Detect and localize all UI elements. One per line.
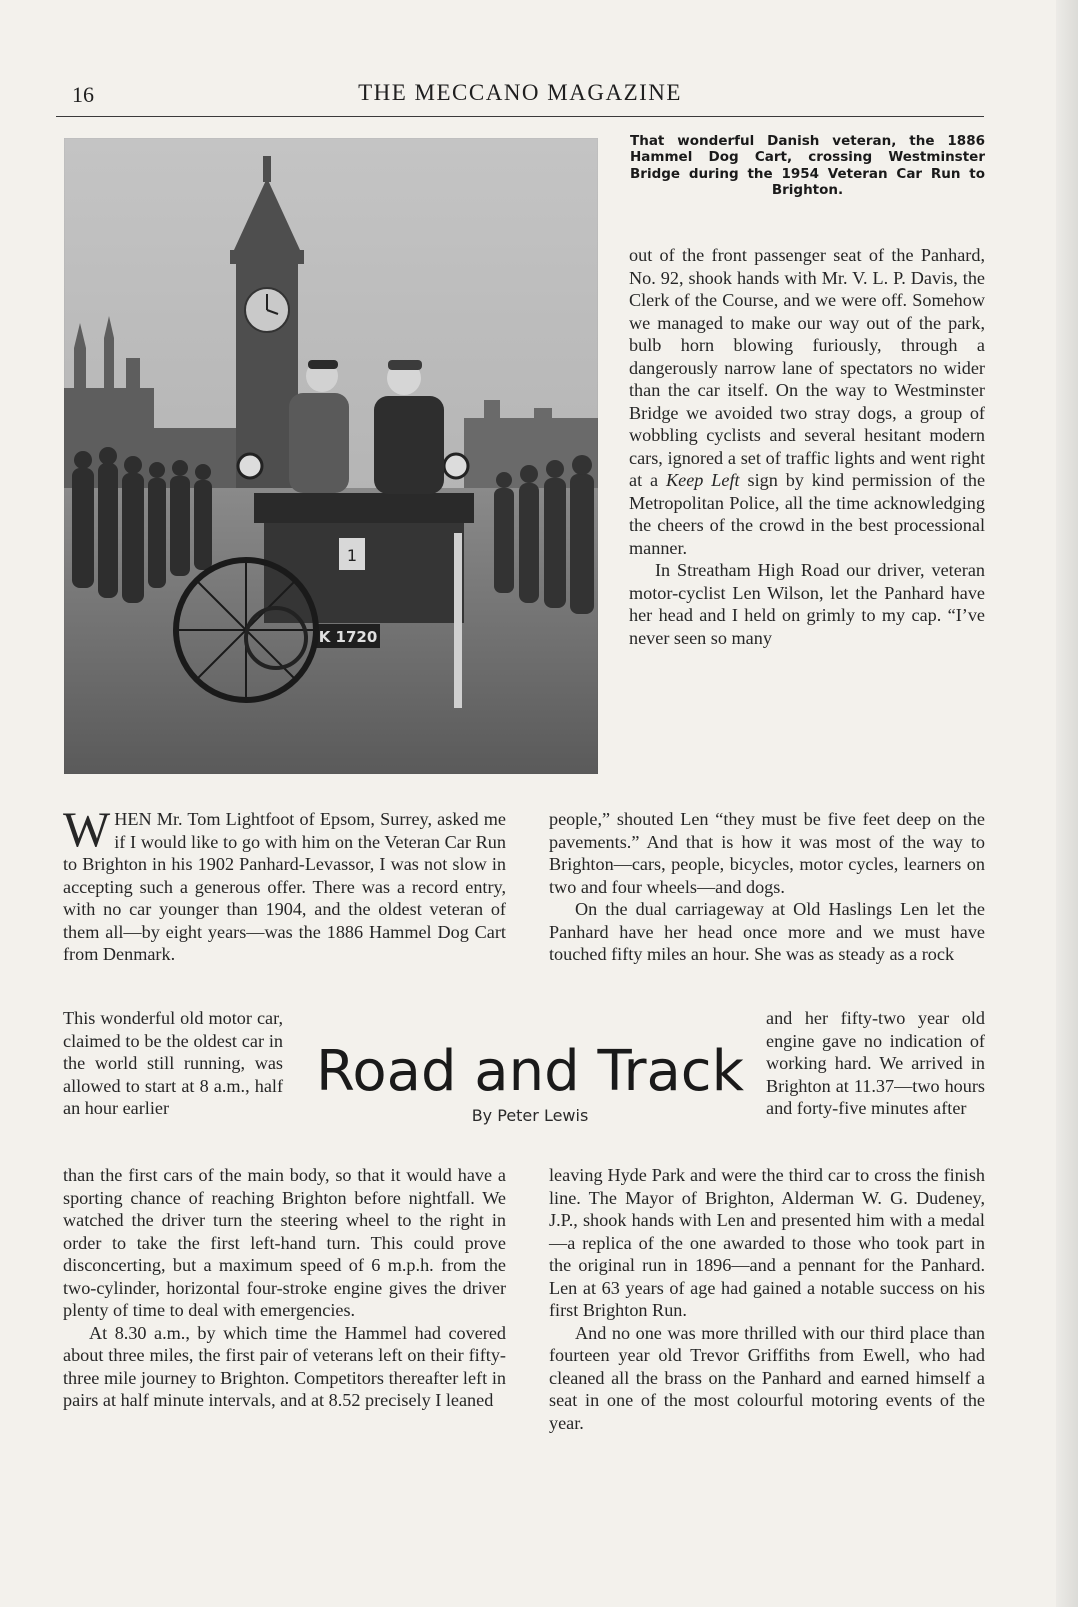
article-photo xyxy=(64,138,598,774)
westminster-bridge-photo xyxy=(64,138,598,774)
paragraph: On the dual carriageway at Old Haslings Len let the Panhard have her head once more and we must have touched fifty miles an hour. She was as steady as a rock xyxy=(549,899,985,964)
photo-caption: That wonderful Danish veteran, the 1886 Hammel Dog Cart, crossing Westminster Bridge during the 1954 Veteran Car Run to Brighton. xyxy=(630,133,985,198)
header-rule xyxy=(56,116,984,117)
page-number: 16 xyxy=(72,82,94,107)
paragraph: leaving Hyde Park and were the third car to cross the finish line. The Mayor of Brighton, Alderman W. G. Dudeney, J.P., shook hands with Len and presented him with a medal—a replica of the one awarded to those who took part in the original run in 1896—and a pennant for the Panhard. Len at 63 years of age had gained a notable success on his first Brighton Run. xyxy=(549,1165,985,1320)
drop-cap: W xyxy=(63,801,111,857)
left-column-bottom xyxy=(63,1164,506,1412)
text-run: HEN Mr. Tom Lightfoot of Epsom, Surrey, asked me if I would like to go with him on the Veteran Car Run to Brighton in his 1902 Panhard-Levassor, I was not slow in accepting such a generous offer. There was a record entry, with no car younger than 1904, and the oldest veteran of them all—by eight years—was the 1886 Hammel Dog Cart from Denmark. xyxy=(63,809,506,964)
magazine-title: THE MECCANO MAGAZINE xyxy=(358,80,682,105)
paragraph: than the first cars of the main body, so that it would have a sporting chance of reaching Brighton before nightfall. We watched the driver turn the steering wheel to the right in order to take the first left-hand turn. This could prove disconcerting, but a maximum speed of 6 m.p.h. from the two-cylinder, horizontal four-stroke engine gives the driver plenty of time to deal with emergencies. xyxy=(63,1165,506,1320)
paragraph: And no one was more thrilled with our third place than fourteen year old Trevor Griffiths from Ewell, who had cleaned all the brass on the Panhard and earned himself a seat in one of the most colourful motoring events of the year. xyxy=(549,1322,985,1433)
right-column-bottom xyxy=(549,1164,985,1434)
paragraph xyxy=(63,801,506,966)
text-run: sign by kind permission of the Metropolitan Police, all the time acknowledging the cheers of the crowd in the best processional manner. xyxy=(629,470,986,558)
right-column-mid xyxy=(549,808,985,966)
article-byline: By Peter Lewis xyxy=(471,1106,589,1125)
paragraph: In Streatham High Road our driver, veteran motor-cyclist Len Wilson, let the Panhard have her head and I held on grimly to my cap. “I’ve never seen so many xyxy=(629,560,985,648)
left-column-narrow xyxy=(63,1007,283,1120)
license-plate: K 1720 xyxy=(318,628,378,646)
article-headline: Road and Track xyxy=(315,1039,744,1104)
intro-paragraph xyxy=(63,801,506,966)
paragraph: At 8.30 a.m., by which time the Hammel had covered about three miles, the first pair of veterans left on their fifty-three mile journey to Brighton. Competitors thereafter left in pairs at half minute intervals, and at 8.52 precisely I leaned xyxy=(63,1322,506,1410)
right-column-top xyxy=(629,244,985,649)
car-number: 1 xyxy=(346,546,358,565)
paragraph: people,” shouted Len “they must be five feet deep on the pavements.” And that is how it was most of the way to Brighton—cars, people, bicycles, motor cycles, learners on two and four wheels—and dogs. xyxy=(549,809,985,897)
italic-text: Keep Left xyxy=(666,470,740,490)
text-run: out of the front passenger seat of the Panhard, No. 92, shook hands with Mr. V. L. P. Davis, the Clerk of the Course, and we were off. Somehow we managed to make our way out of the park, bulb horn blowing furiously, through a dangerously narrow lane of spectators no wider than the car itself. On the way to Westminster Bridge we avoided two stray dogs, a group of wobbling cyclists and several hesitant modern cars, ignored a set of traffic lights and went right at a xyxy=(629,245,985,490)
page-header xyxy=(56,80,984,120)
paragraph: and her fifty-two year old engine gave no indication of working hard. We arrived in Brighton at 11.37—two hours and forty-five minutes after xyxy=(766,1008,985,1118)
paragraph: This wonderful old motor car, claimed to be the oldest car in the world still running, was allowed to start at 8 a.m., half an hour earlier xyxy=(63,1008,283,1118)
right-column-narrow xyxy=(766,1007,985,1120)
paragraph xyxy=(629,244,985,559)
page-edge xyxy=(1056,0,1078,1607)
